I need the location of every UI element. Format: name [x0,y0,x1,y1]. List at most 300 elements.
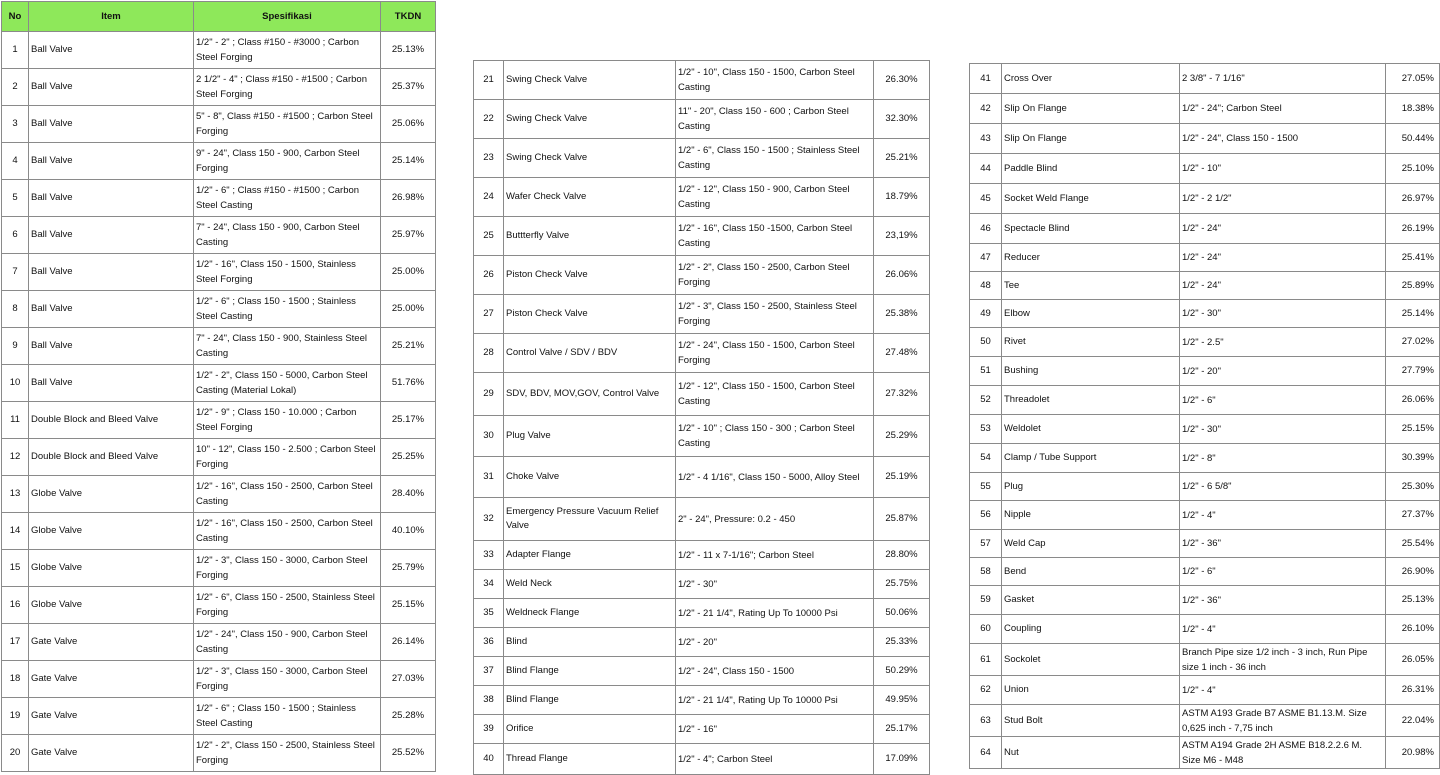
row-item: Ball Valve [29,32,194,69]
row-spesifikasi: 1/2" - 36" [1180,586,1386,615]
row-number: 12 [2,439,29,476]
row-spesifikasi: 1/2" - 6", Class 150 - 1500 ; Stainless Steel Casting [676,139,874,178]
row-spesifikasi: 1/2" - 24", Class 150 - 1500 [1180,124,1386,154]
row-item: Slip On Flange [1002,94,1180,124]
table-row [474,334,930,373]
row-item: Socket Weld Flange [1002,184,1180,214]
table-row [474,416,930,457]
row-number: 17 [2,624,29,661]
row-spesifikasi: 7" - 24", Class 150 - 900, Stainless Steel Casting [194,328,381,365]
row-spesifikasi: 1/2" - 6" [1180,558,1386,586]
row-item: Gate Valve [29,698,194,735]
row-tkdn: 20.98% [1386,737,1440,769]
table-row [2,476,436,513]
row-number: 29 [474,373,504,416]
row-tkdn: 26.14% [381,624,436,661]
row-number: 37 [474,657,504,686]
row-tkdn: 49.95% [874,686,930,715]
row-item: Blind Flange [504,686,676,715]
row-item: Emergency Pressure Vacuum Relief Valve [504,498,676,541]
header-row [2,2,436,32]
row-item: Double Block and Bleed Valve [29,402,194,439]
table-row [474,100,930,139]
row-spesifikasi: 1/2" - 8" [1180,444,1386,473]
row-tkdn: 18.38% [1386,94,1440,124]
table-row [970,154,1440,184]
row-tkdn: 26.10% [1386,615,1440,644]
row-number: 23 [474,139,504,178]
row-tkdn: 25.15% [381,587,436,624]
row-number: 49 [970,300,1002,328]
row-number: 8 [2,291,29,328]
row-tkdn: 50.44% [1386,124,1440,154]
row-tkdn: 25.33% [874,628,930,657]
row-tkdn: 27.02% [1386,328,1440,357]
row-item: Ball Valve [29,217,194,254]
row-item: Double Block and Bleed Valve [29,439,194,476]
row-spesifikasi: 1/2" - 24", Class 150 - 1500 [676,657,874,686]
row-spesifikasi: 1/2" - 24" [1180,272,1386,300]
row-item: Adapter Flange [504,541,676,570]
row-item: Buttterfly Valve [504,217,676,256]
table-row [970,705,1440,737]
row-tkdn: 25.29% [874,416,930,457]
row-number: 41 [970,64,1002,94]
row-spesifikasi: 1/2" - 2", Class 150 - 2500, Stainless Steel Forging [194,735,381,772]
row-item: Reducer [1002,244,1180,272]
row-spesifikasi: 1/2" - 12", Class 150 - 1500, Carbon Steel Casting [676,373,874,416]
row-spesifikasi: 1/2" - 10" [1180,154,1386,184]
row-number: 2 [2,69,29,106]
header-no: No [2,2,29,32]
row-spesifikasi: 1/2" - 4 1/16", Class 150 - 5000, Alloy Steel [676,457,874,498]
row-item: Weld Cap [1002,530,1180,558]
row-item: Orifice [504,715,676,744]
row-item: Plug Valve [504,416,676,457]
row-tkdn: 23,19% [874,217,930,256]
row-tkdn: 25.89% [1386,272,1440,300]
header-spesifikasi: Spesifikasi [194,2,381,32]
row-number: 54 [970,444,1002,473]
table-row [2,365,436,402]
row-item: Paddle Blind [1002,154,1180,184]
row-item: Thread Flange [504,744,676,775]
table-row [970,124,1440,154]
row-tkdn: 25.30% [1386,473,1440,501]
row-item: Ball Valve [29,365,194,402]
row-tkdn: 26.19% [1386,214,1440,244]
table-row [2,402,436,439]
table-row [2,550,436,587]
row-spesifikasi: ASTM A193 Grade B7 ASME B1.13.M. Size 0,625 inch - 7,75 inch [1180,705,1386,737]
row-spesifikasi: 1/2" - 16", Class 150 -1500, Carbon Steel Casting [676,217,874,256]
table-row [2,624,436,661]
row-item: Plug [1002,473,1180,501]
row-tkdn: 26.30% [874,61,930,100]
row-number: 53 [970,415,1002,444]
row-tkdn: 28.40% [381,476,436,513]
row-tkdn: 25.87% [874,498,930,541]
table-row [2,32,436,69]
row-item: Globe Valve [29,476,194,513]
row-tkdn: 25.75% [874,570,930,599]
row-number: 15 [2,550,29,587]
table-row [474,744,930,775]
table-row [2,69,436,106]
row-item: Swing Check Valve [504,139,676,178]
row-number: 20 [2,735,29,772]
row-spesifikasi: 1/2" - 9" ; Class 150 - 10.000 ; Carbon Steel Forging [194,402,381,439]
row-item: Nut [1002,737,1180,769]
table-row [970,328,1440,357]
row-spesifikasi: 7" - 24", Class 150 - 900, Carbon Steel Casting [194,217,381,254]
row-spesifikasi: 1/2" - 10" ; Class 150 - 300 ; Carbon Steel Casting [676,416,874,457]
row-spesifikasi: 1/2" - 21 1/4", Rating Up To 10000 Psi [676,599,874,628]
row-item: Blind Flange [504,657,676,686]
table-row [970,644,1440,676]
row-spesifikasi: 1/2" - 4"; Carbon Steel [676,744,874,775]
table-row [2,513,436,550]
row-item: Choke Valve [504,457,676,498]
row-number: 43 [970,124,1002,154]
row-item: Slip On Flange [1002,124,1180,154]
table-row [474,570,930,599]
row-item: Nipple [1002,501,1180,530]
row-tkdn: 28.80% [874,541,930,570]
row-spesifikasi: 1/2" - 24", Class 150 - 900, Carbon Steel Casting [194,624,381,661]
row-number: 27 [474,295,504,334]
table-row [2,439,436,476]
row-spesifikasi: 1/2" - 16", Class 150 - 1500, Stainless Steel Forging [194,254,381,291]
row-tkdn: 22.04% [1386,705,1440,737]
row-tkdn: 40.10% [381,513,436,550]
row-spesifikasi: 1/2" - 21 1/4", Rating Up To 10000 Psi [676,686,874,715]
row-item: Globe Valve [29,550,194,587]
table-row [970,415,1440,444]
row-spesifikasi: 1/2" - 2" ; Class #150 - #3000 ; Carbon Steel Forging [194,32,381,69]
table-row [474,139,930,178]
row-item: Gate Valve [29,624,194,661]
row-spesifikasi: 2 1/2" - 4" ; Class #150 - #1500 ; Carbon Steel Forging [194,69,381,106]
row-item: Ball Valve [29,254,194,291]
row-number: 52 [970,386,1002,415]
table-row [474,373,930,416]
row-number: 14 [2,513,29,550]
row-spesifikasi: 1/2" - 4" [1180,615,1386,644]
row-spesifikasi: 1/2" - 30" [676,570,874,599]
row-number: 42 [970,94,1002,124]
row-number: 48 [970,272,1002,300]
row-tkdn: 25.41% [1386,244,1440,272]
row-number: 28 [474,334,504,373]
row-spesifikasi: 1/2" - 2", Class 150 - 2500, Carbon Steel Forging [676,256,874,295]
table-row [970,244,1440,272]
row-tkdn: 25.79% [381,550,436,587]
table-row [2,698,436,735]
row-number: 35 [474,599,504,628]
row-number: 44 [970,154,1002,184]
row-item: Globe Valve [29,513,194,550]
row-number: 1 [2,32,29,69]
row-item: Weldolet [1002,415,1180,444]
row-number: 18 [2,661,29,698]
table-row [2,735,436,772]
row-spesifikasi: 11" - 20", Class 150 - 600 ; Carbon Steel Casting [676,100,874,139]
row-spesifikasi: Branch Pipe size 1/2 inch - 3 inch, Run Pipe size 1 inch - 36 inch [1180,644,1386,676]
row-item: Gasket [1002,586,1180,615]
row-tkdn: 25.54% [1386,530,1440,558]
row-spesifikasi: 1/2" - 16", Class 150 - 2500, Carbon Steel Casting [194,513,381,550]
row-item: Wafer Check Valve [504,178,676,217]
row-spesifikasi: 1/2" - 20" [1180,357,1386,386]
row-tkdn: 30.39% [1386,444,1440,473]
table-row [970,615,1440,644]
row-number: 64 [970,737,1002,769]
row-spesifikasi: 9" - 24", Class 150 - 900, Carbon Steel Forging [194,143,381,180]
row-item: Threadolet [1002,386,1180,415]
row-spesifikasi: 1/2" - 36" [1180,530,1386,558]
table-row [970,586,1440,615]
row-spesifikasi: 1/2" - 2 1/2" [1180,184,1386,214]
row-item: Union [1002,676,1180,705]
row-item: Swing Check Valve [504,61,676,100]
row-spesifikasi: 1/2" - 4" [1180,501,1386,530]
row-number: 36 [474,628,504,657]
table-row [970,94,1440,124]
table-row [970,530,1440,558]
table-row [474,256,930,295]
row-tkdn: 25.37% [381,69,436,106]
row-item: Gate Valve [29,735,194,772]
table-row [474,715,930,744]
row-tkdn: 27.32% [874,373,930,416]
row-item: Ball Valve [29,180,194,217]
row-spesifikasi: 1/2" - 24", Class 150 - 1500, Carbon Steel Forging [676,334,874,373]
row-tkdn: 26.97% [1386,184,1440,214]
header-tkdn: TKDN [381,2,436,32]
row-tkdn: 25.19% [874,457,930,498]
header-item: Item [29,2,194,32]
row-number: 10 [2,365,29,402]
table-row [474,457,930,498]
row-tkdn: 50.06% [874,599,930,628]
row-number: 59 [970,586,1002,615]
row-number: 33 [474,541,504,570]
row-spesifikasi: 1/2" - 3", Class 150 - 2500, Stainless Steel Forging [676,295,874,334]
row-tkdn: 25.06% [381,106,436,143]
row-number: 57 [970,530,1002,558]
row-number: 34 [474,570,504,599]
table-row [474,61,930,100]
row-number: 46 [970,214,1002,244]
row-spesifikasi: 1/2" - 24" [1180,244,1386,272]
row-tkdn: 25.00% [381,291,436,328]
row-tkdn: 26.90% [1386,558,1440,586]
row-number: 45 [970,184,1002,214]
row-item: Piston Check Valve [504,256,676,295]
row-tkdn: 25.97% [381,217,436,254]
row-spesifikasi: 1/2" - 20" [676,628,874,657]
row-tkdn: 25.13% [1386,586,1440,615]
row-number: 60 [970,615,1002,644]
row-tkdn: 25.00% [381,254,436,291]
table-row [970,737,1440,769]
row-number: 62 [970,676,1002,705]
row-item: Ball Valve [29,143,194,180]
row-spesifikasi: 1/2" - 30" [1180,300,1386,328]
table-row [970,676,1440,705]
row-item: Spectacle Blind [1002,214,1180,244]
row-number: 3 [2,106,29,143]
row-spesifikasi: 10" - 12", Class 150 - 2.500 ; Carbon Steel Forging [194,439,381,476]
row-spesifikasi: 5" - 8", Class #150 - #1500 ; Carbon Steel Forging [194,106,381,143]
row-spesifikasi: 1/2" - 6" [1180,386,1386,415]
row-item: Control Valve / SDV / BDV [504,334,676,373]
table-row [2,661,436,698]
row-tkdn: 25.28% [381,698,436,735]
row-tkdn: 32.30% [874,100,930,139]
row-tkdn: 25.21% [381,328,436,365]
row-item: Ball Valve [29,69,194,106]
row-item: SDV, BDV, MOV,GOV, Control Valve [504,373,676,416]
row-number: 13 [2,476,29,513]
table-row [970,184,1440,214]
table-row [970,64,1440,94]
row-tkdn: 26.06% [1386,386,1440,415]
tkdn-table-3 [969,63,1440,769]
row-item: Ball Valve [29,291,194,328]
row-number: 11 [2,402,29,439]
row-number: 63 [970,705,1002,737]
row-number: 25 [474,217,504,256]
row-tkdn: 25.21% [874,139,930,178]
row-item: Bend [1002,558,1180,586]
row-tkdn: 26.05% [1386,644,1440,676]
row-item: Tee [1002,272,1180,300]
table-row [474,178,930,217]
table-row [474,686,930,715]
row-number: 31 [474,457,504,498]
table-row [2,106,436,143]
table-row [474,295,930,334]
table-row [474,628,930,657]
row-tkdn: 25.10% [1386,154,1440,184]
row-tkdn: 25.14% [1386,300,1440,328]
row-item: Ball Valve [29,328,194,365]
row-number: 55 [970,473,1002,501]
row-number: 7 [2,254,29,291]
table-row [474,657,930,686]
table-row [474,599,930,628]
row-number: 50 [970,328,1002,357]
row-spesifikasi: 1/2" - 2", Class 150 - 5000, Carbon Steel Casting (Material Lokal) [194,365,381,402]
row-number: 22 [474,100,504,139]
row-spesifikasi: 1/2" - 12", Class 150 - 900, Carbon Steel Casting [676,178,874,217]
row-number: 40 [474,744,504,775]
row-number: 9 [2,328,29,365]
row-spesifikasi: 1/2" - 2.5" [1180,328,1386,357]
row-number: 24 [474,178,504,217]
row-item: Bushing [1002,357,1180,386]
table-row [2,291,436,328]
row-spesifikasi: 1/2" - 10", Class 150 - 1500, Carbon Steel Casting [676,61,874,100]
row-number: 32 [474,498,504,541]
table-row [970,444,1440,473]
row-number: 26 [474,256,504,295]
row-item: Globe Valve [29,587,194,624]
table-row [2,217,436,254]
row-spesifikasi: 1/2" - 6" ; Class 150 - 1500 ; Stainless Steel Casting [194,698,381,735]
row-number: 30 [474,416,504,457]
row-tkdn: 27.37% [1386,501,1440,530]
table-row [970,558,1440,586]
row-tkdn: 25.14% [381,143,436,180]
row-item: Cross Over [1002,64,1180,94]
row-number: 58 [970,558,1002,586]
row-number: 5 [2,180,29,217]
row-number: 51 [970,357,1002,386]
row-spesifikasi: 1/2" - 6" ; Class 150 - 1500 ; Stainless Steel Casting [194,291,381,328]
row-number: 39 [474,715,504,744]
row-tkdn: 50.29% [874,657,930,686]
table-row [2,143,436,180]
table-row [970,473,1440,501]
row-tkdn: 25.17% [874,715,930,744]
row-spesifikasi: 1/2" - 6", Class 150 - 2500, Stainless Steel Forging [194,587,381,624]
row-item: Coupling [1002,615,1180,644]
row-number: 61 [970,644,1002,676]
row-spesifikasi: 1/2" - 30" [1180,415,1386,444]
row-tkdn: 18.79% [874,178,930,217]
tkdn-table-1 [1,1,436,772]
row-tkdn: 25.25% [381,439,436,476]
table-row [970,501,1440,530]
row-tkdn: 17.09% [874,744,930,775]
row-tkdn: 27.79% [1386,357,1440,386]
row-item: Ball Valve [29,106,194,143]
row-spesifikasi: 1/2" - 24"; Carbon Steel [1180,94,1386,124]
row-item: Rivet [1002,328,1180,357]
row-spesifikasi: 1/2" - 24" [1180,214,1386,244]
row-item: Blind [504,628,676,657]
row-number: 19 [2,698,29,735]
table-row [2,328,436,365]
row-item: Elbow [1002,300,1180,328]
row-spesifikasi: 2 3/8" - 7 1/16" [1180,64,1386,94]
table-row [970,386,1440,415]
table-row [2,587,436,624]
row-number: 21 [474,61,504,100]
row-item: Weld Neck [504,570,676,599]
table-row [2,180,436,217]
table-row [474,217,930,256]
row-item: Piston Check Valve [504,295,676,334]
row-item: Gate Valve [29,661,194,698]
table-row [474,541,930,570]
row-item: Clamp / Tube Support [1002,444,1180,473]
row-number: 56 [970,501,1002,530]
table-row [970,272,1440,300]
table-row [2,254,436,291]
row-tkdn: 25.17% [381,402,436,439]
row-tkdn: 26.06% [874,256,930,295]
row-tkdn: 26.31% [1386,676,1440,705]
row-spesifikasi: 1/2" - 16" [676,715,874,744]
row-number: 4 [2,143,29,180]
row-spesifikasi: 1/2" - 3", Class 150 - 3000, Carbon Steel Forging [194,550,381,587]
row-spesifikasi: 1/2" - 11 x 7-1/16"; Carbon Steel [676,541,874,570]
row-spesifikasi: 1/2" - 6" ; Class #150 - #1500 ; Carbon Steel Casting [194,180,381,217]
